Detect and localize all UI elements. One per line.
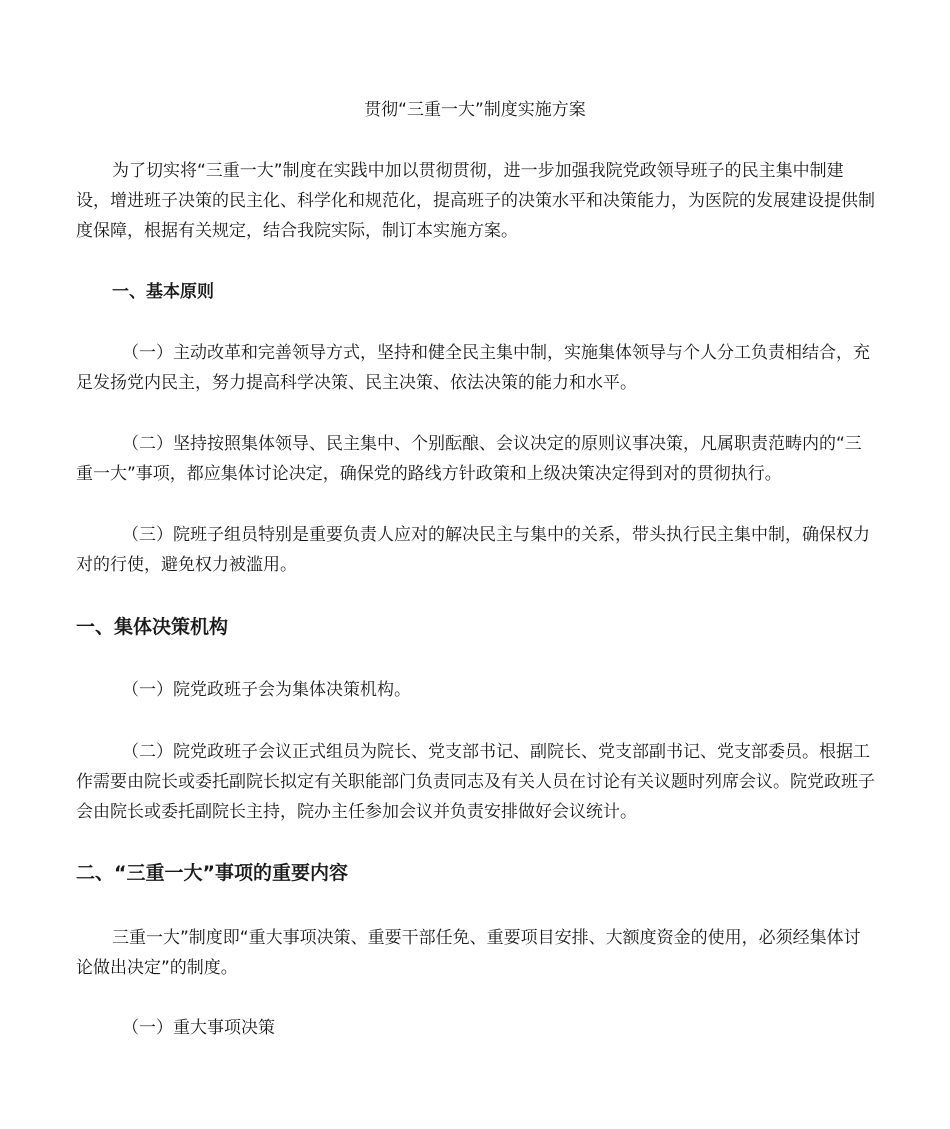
document-title: 贯彻“三重一大”制度实施方案 — [364, 100, 586, 120]
intro-paragraph: 为了切实将“三重一大”制度在实践中加以贯彻贯彻，进一步加强我院党政领导班子的民主集中制建设，增进班子决策的民主化、科学化和规范化，提高班子的决策水平和决策能力，为医院的发展建设提供制度保障，根据有关规定，结合我院实际，制订本实施方案。 — [76, 161, 875, 241]
section-heading-basic-principles: 一、基本原则 — [112, 282, 214, 302]
major-items-subheading-1: （一）重大事项决策 — [122, 1018, 275, 1038]
principle-paragraph-3: （三）院班子组员特别是重要负责人应对的解决民主与集中的关系，带头执行民主集中制，确保权力对的行使，避免权力被滥用。 — [76, 525, 870, 575]
section-heading-decision-body: 一、集体决策机构 — [76, 616, 229, 638]
principle-paragraph-2: （二）坚持按照集体领导、民主集中、个别酝酿、会议决定的原则议事决策，凡属职责范畴内的“三重一大”事项，都应集体讨论决定，确保党的路线方针政策和上级决策决定得到对的贯彻执行。 — [76, 434, 862, 484]
section-heading-major-items: 二、“三重一大”事项的重要内容 — [76, 862, 348, 884]
decision-body-paragraph-1: （一）院党政班子会为集体决策机构。 — [122, 680, 411, 700]
decision-body-paragraph-2: （二）院党政班子会议正式组员为院长、党支部书记、副院长、党支部副书记、党支部委员。根据工作需要由院长或委托副院长拟定有关职能部门负责同志及有关人员在讨论有关议题时列席会议。院党政班子会由院长或委托副院长主持，院办主任参加会议并负责安排做好会议统计。 — [76, 742, 875, 822]
principle-paragraph-1: （一）主动改革和完善领导方式，坚持和健全民主集中制，实施集体领导与个人分工负责相结合，充足发扬党内民主，努力提高科学决策、民主决策、依法决策的能力和水平。 — [76, 343, 870, 393]
major-items-paragraph: 三重一大”制度即“重大事项决策、重要干部任免、重要项目安排、大额度资金的使用，必须经集体讨论做出决定”的制度。 — [76, 928, 861, 978]
